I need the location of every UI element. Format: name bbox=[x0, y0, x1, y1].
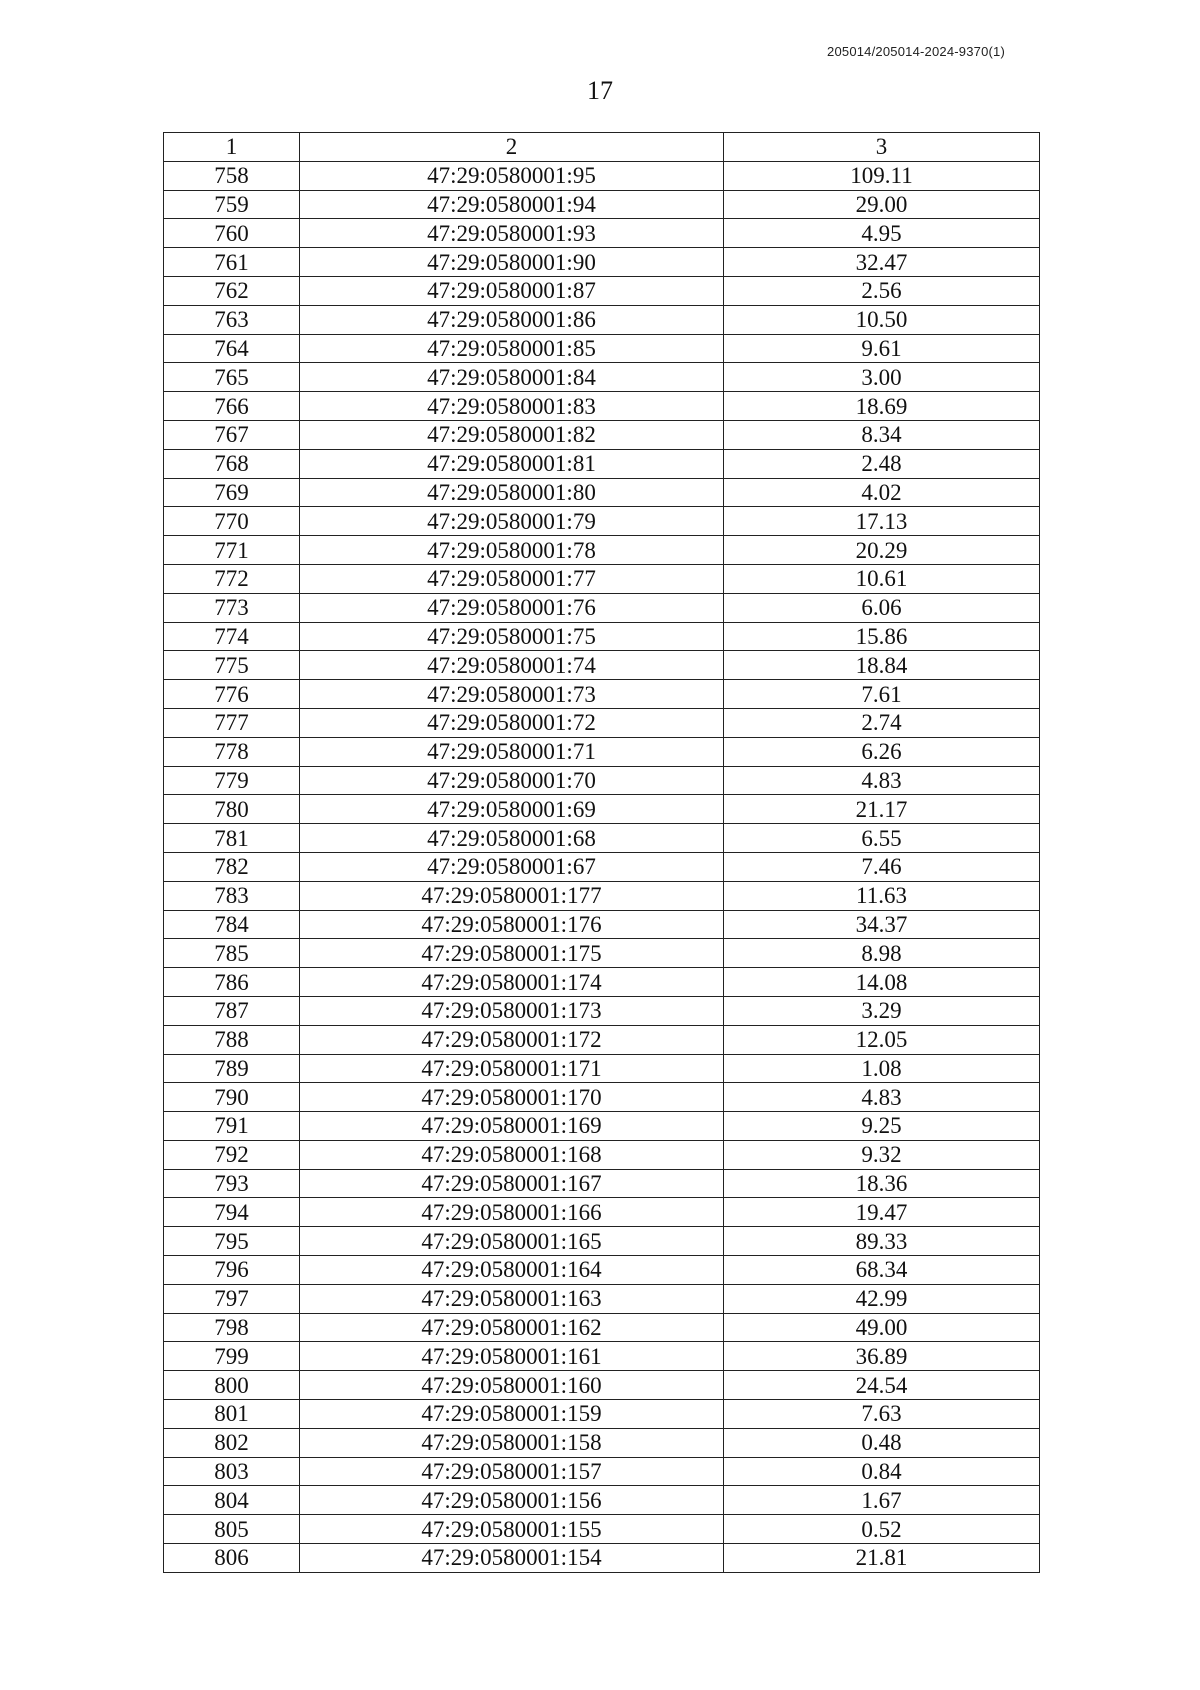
cadastral-number-cell: 47:29:0580001:83 bbox=[300, 392, 724, 421]
value-cell: 7.61 bbox=[724, 680, 1040, 709]
page-number: 17 bbox=[587, 76, 613, 105]
value-cell: 8.98 bbox=[724, 939, 1040, 968]
cadastral-number-cell: 47:29:0580001:67 bbox=[300, 852, 724, 881]
cadastral-number-cell: 47:29:0580001:84 bbox=[300, 363, 724, 392]
table-header-row bbox=[164, 133, 1040, 162]
row-number-cell: 805 bbox=[164, 1515, 300, 1544]
column-header-number: 1 bbox=[164, 133, 300, 162]
value-cell: 1.67 bbox=[724, 1486, 1040, 1515]
value-cell: 2.48 bbox=[724, 449, 1040, 478]
cadastral-number-cell: 47:29:0580001:167 bbox=[300, 1169, 724, 1198]
table-row bbox=[164, 190, 1040, 219]
value-cell: 3.00 bbox=[724, 363, 1040, 392]
row-number-cell: 779 bbox=[164, 766, 300, 795]
value-cell: 34.37 bbox=[724, 910, 1040, 939]
table-row bbox=[164, 305, 1040, 334]
row-number-cell: 765 bbox=[164, 363, 300, 392]
cadastral-number-cell: 47:29:0580001:154 bbox=[300, 1544, 724, 1573]
row-number-cell: 771 bbox=[164, 536, 300, 565]
value-cell: 2.56 bbox=[724, 276, 1040, 305]
cadastral-number-cell: 47:29:0580001:162 bbox=[300, 1313, 724, 1342]
table-row bbox=[164, 910, 1040, 939]
value-cell: 15.86 bbox=[724, 622, 1040, 651]
cadastral-number-cell: 47:29:0580001:81 bbox=[300, 449, 724, 478]
value-cell: 1.08 bbox=[724, 1054, 1040, 1083]
table-row bbox=[164, 996, 1040, 1025]
row-number-cell: 804 bbox=[164, 1486, 300, 1515]
value-cell: 3.29 bbox=[724, 996, 1040, 1025]
value-cell: 0.52 bbox=[724, 1515, 1040, 1544]
row-number-cell: 782 bbox=[164, 852, 300, 881]
table-row bbox=[164, 766, 1040, 795]
row-number-cell: 796 bbox=[164, 1256, 300, 1285]
value-cell: 8.34 bbox=[724, 420, 1040, 449]
row-number-cell: 774 bbox=[164, 622, 300, 651]
cadastral-number-cell: 47:29:0580001:70 bbox=[300, 766, 724, 795]
row-number-cell: 791 bbox=[164, 1112, 300, 1141]
cadastral-number-cell: 47:29:0580001:90 bbox=[300, 248, 724, 277]
table-row bbox=[164, 1083, 1040, 1112]
value-cell: 6.55 bbox=[724, 824, 1040, 853]
table-row bbox=[164, 968, 1040, 997]
value-cell: 42.99 bbox=[724, 1284, 1040, 1313]
table-row bbox=[164, 161, 1040, 190]
value-cell: 17.13 bbox=[724, 507, 1040, 536]
row-number-cell: 775 bbox=[164, 651, 300, 680]
row-number-cell: 789 bbox=[164, 1054, 300, 1083]
table-body bbox=[164, 161, 1040, 1572]
table-row bbox=[164, 1140, 1040, 1169]
cadastral-number-cell: 47:29:0580001:87 bbox=[300, 276, 724, 305]
value-cell: 12.05 bbox=[724, 1025, 1040, 1054]
row-number-cell: 776 bbox=[164, 680, 300, 709]
cadastral-number-cell: 47:29:0580001:163 bbox=[300, 1284, 724, 1313]
table-row bbox=[164, 392, 1040, 421]
value-cell: 21.81 bbox=[724, 1544, 1040, 1573]
table-row bbox=[164, 1025, 1040, 1054]
row-number-cell: 761 bbox=[164, 248, 300, 277]
table-row bbox=[164, 852, 1040, 881]
table-row bbox=[164, 881, 1040, 910]
row-number-cell: 800 bbox=[164, 1371, 300, 1400]
row-number-cell: 773 bbox=[164, 593, 300, 622]
cadastral-number-cell: 47:29:0580001:74 bbox=[300, 651, 724, 680]
cadastral-number-cell: 47:29:0580001:177 bbox=[300, 881, 724, 910]
cadastral-number-cell: 47:29:0580001:170 bbox=[300, 1083, 724, 1112]
cadastral-number-cell: 47:29:0580001:166 bbox=[300, 1198, 724, 1227]
table-row bbox=[164, 1342, 1040, 1371]
value-cell: 36.89 bbox=[724, 1342, 1040, 1371]
row-number-cell: 759 bbox=[164, 190, 300, 219]
table-row bbox=[164, 1227, 1040, 1256]
row-number-cell: 783 bbox=[164, 881, 300, 910]
row-number-cell: 784 bbox=[164, 910, 300, 939]
row-number-cell: 763 bbox=[164, 305, 300, 334]
cadastral-number-cell: 47:29:0580001:159 bbox=[300, 1400, 724, 1429]
value-cell: 14.08 bbox=[724, 968, 1040, 997]
cadastral-number-cell: 47:29:0580001:78 bbox=[300, 536, 724, 565]
value-cell: 10.61 bbox=[724, 564, 1040, 593]
table-row bbox=[164, 1284, 1040, 1313]
cadastral-number-cell: 47:29:0580001:93 bbox=[300, 219, 724, 248]
value-cell: 21.17 bbox=[724, 795, 1040, 824]
row-number-cell: 781 bbox=[164, 824, 300, 853]
table-row bbox=[164, 1457, 1040, 1486]
value-cell: 7.63 bbox=[724, 1400, 1040, 1429]
table-row bbox=[164, 564, 1040, 593]
row-number-cell: 767 bbox=[164, 420, 300, 449]
table-row bbox=[164, 622, 1040, 651]
table-row bbox=[164, 1198, 1040, 1227]
row-number-cell: 780 bbox=[164, 795, 300, 824]
value-cell: 68.34 bbox=[724, 1256, 1040, 1285]
cadastral-number-cell: 47:29:0580001:165 bbox=[300, 1227, 724, 1256]
row-number-cell: 802 bbox=[164, 1428, 300, 1457]
value-cell: 9.25 bbox=[724, 1112, 1040, 1141]
row-number-cell: 787 bbox=[164, 996, 300, 1025]
cadastral-number-cell: 47:29:0580001:155 bbox=[300, 1515, 724, 1544]
cadastral-table bbox=[163, 132, 1040, 1573]
value-cell: 9.32 bbox=[724, 1140, 1040, 1169]
value-cell: 20.29 bbox=[724, 536, 1040, 565]
column-header-value: 3 bbox=[724, 133, 1040, 162]
cadastral-number-cell: 47:29:0580001:79 bbox=[300, 507, 724, 536]
row-number-cell: 790 bbox=[164, 1083, 300, 1112]
table-row bbox=[164, 248, 1040, 277]
value-cell: 7.46 bbox=[724, 852, 1040, 881]
table-row bbox=[164, 593, 1040, 622]
value-cell: 6.06 bbox=[724, 593, 1040, 622]
row-number-cell: 786 bbox=[164, 968, 300, 997]
column-header-cadastral-number: 2 bbox=[300, 133, 724, 162]
cadastral-number-cell: 47:29:0580001:160 bbox=[300, 1371, 724, 1400]
row-number-cell: 806 bbox=[164, 1544, 300, 1573]
cadastral-number-cell: 47:29:0580001:82 bbox=[300, 420, 724, 449]
table-row bbox=[164, 1486, 1040, 1515]
document-reference: 205014/205014-2024-9370(1) bbox=[827, 44, 1005, 59]
value-cell: 4.02 bbox=[724, 478, 1040, 507]
table-row bbox=[164, 276, 1040, 305]
table-row bbox=[164, 1544, 1040, 1573]
row-number-cell: 764 bbox=[164, 334, 300, 363]
value-cell: 49.00 bbox=[724, 1313, 1040, 1342]
cadastral-number-cell: 47:29:0580001:72 bbox=[300, 708, 724, 737]
row-number-cell: 794 bbox=[164, 1198, 300, 1227]
cadastral-number-cell: 47:29:0580001:169 bbox=[300, 1112, 724, 1141]
cadastral-number-cell: 47:29:0580001:94 bbox=[300, 190, 724, 219]
row-number-cell: 788 bbox=[164, 1025, 300, 1054]
value-cell: 19.47 bbox=[724, 1198, 1040, 1227]
table-row bbox=[164, 1169, 1040, 1198]
row-number-cell: 798 bbox=[164, 1313, 300, 1342]
cadastral-number-cell: 47:29:0580001:161 bbox=[300, 1342, 724, 1371]
row-number-cell: 768 bbox=[164, 449, 300, 478]
row-number-cell: 785 bbox=[164, 939, 300, 968]
cadastral-number-cell: 47:29:0580001:76 bbox=[300, 593, 724, 622]
value-cell: 18.36 bbox=[724, 1169, 1040, 1198]
value-cell: 11.63 bbox=[724, 881, 1040, 910]
row-number-cell: 769 bbox=[164, 478, 300, 507]
row-number-cell: 770 bbox=[164, 507, 300, 536]
table-row bbox=[164, 737, 1040, 766]
cadastral-number-cell: 47:29:0580001:168 bbox=[300, 1140, 724, 1169]
table-row bbox=[164, 363, 1040, 392]
value-cell: 0.48 bbox=[724, 1428, 1040, 1457]
table-row bbox=[164, 1428, 1040, 1457]
cadastral-number-cell: 47:29:0580001:85 bbox=[300, 334, 724, 363]
table-row bbox=[164, 708, 1040, 737]
value-cell: 6.26 bbox=[724, 737, 1040, 766]
row-number-cell: 797 bbox=[164, 1284, 300, 1313]
value-cell: 4.95 bbox=[724, 219, 1040, 248]
cadastral-number-cell: 47:29:0580001:171 bbox=[300, 1054, 724, 1083]
value-cell: 24.54 bbox=[724, 1371, 1040, 1400]
row-number-cell: 799 bbox=[164, 1342, 300, 1371]
row-number-cell: 777 bbox=[164, 708, 300, 737]
row-number-cell: 795 bbox=[164, 1227, 300, 1256]
cadastral-number-cell: 47:29:0580001:80 bbox=[300, 478, 724, 507]
value-cell: 4.83 bbox=[724, 766, 1040, 795]
row-number-cell: 793 bbox=[164, 1169, 300, 1198]
row-number-cell: 760 bbox=[164, 219, 300, 248]
value-cell: 29.00 bbox=[724, 190, 1040, 219]
value-cell: 0.84 bbox=[724, 1457, 1040, 1486]
value-cell: 4.83 bbox=[724, 1083, 1040, 1112]
table-row bbox=[164, 651, 1040, 680]
row-number-cell: 803 bbox=[164, 1457, 300, 1486]
table-row bbox=[164, 536, 1040, 565]
value-cell: 89.33 bbox=[724, 1227, 1040, 1256]
cadastral-number-cell: 47:29:0580001:77 bbox=[300, 564, 724, 593]
cadastral-number-cell: 47:29:0580001:71 bbox=[300, 737, 724, 766]
table-row bbox=[164, 219, 1040, 248]
value-cell: 109.11 bbox=[724, 161, 1040, 190]
row-number-cell: 762 bbox=[164, 276, 300, 305]
cadastral-number-cell: 47:29:0580001:173 bbox=[300, 996, 724, 1025]
row-number-cell: 766 bbox=[164, 392, 300, 421]
table-row bbox=[164, 1256, 1040, 1285]
row-number-cell: 801 bbox=[164, 1400, 300, 1429]
table-row bbox=[164, 1371, 1040, 1400]
cadastral-number-cell: 47:29:0580001:174 bbox=[300, 968, 724, 997]
row-number-cell: 778 bbox=[164, 737, 300, 766]
table-row bbox=[164, 1515, 1040, 1544]
cadastral-number-cell: 47:29:0580001:157 bbox=[300, 1457, 724, 1486]
cadastral-number-cell: 47:29:0580001:158 bbox=[300, 1428, 724, 1457]
cadastral-number-cell: 47:29:0580001:86 bbox=[300, 305, 724, 334]
row-number-cell: 758 bbox=[164, 161, 300, 190]
table-row bbox=[164, 449, 1040, 478]
value-cell: 32.47 bbox=[724, 248, 1040, 277]
value-cell: 10.50 bbox=[724, 305, 1040, 334]
table-row bbox=[164, 507, 1040, 536]
cadastral-number-cell: 47:29:0580001:175 bbox=[300, 939, 724, 968]
table-row bbox=[164, 824, 1040, 853]
table-row bbox=[164, 420, 1040, 449]
row-number-cell: 792 bbox=[164, 1140, 300, 1169]
table-row bbox=[164, 1112, 1040, 1141]
table-row bbox=[164, 1400, 1040, 1429]
value-cell: 2.74 bbox=[724, 708, 1040, 737]
cadastral-number-cell: 47:29:0580001:156 bbox=[300, 1486, 724, 1515]
table-row bbox=[164, 478, 1040, 507]
table-row bbox=[164, 334, 1040, 363]
table-row bbox=[164, 680, 1040, 709]
row-number-cell: 772 bbox=[164, 564, 300, 593]
table-row bbox=[164, 795, 1040, 824]
cadastral-number-cell: 47:29:0580001:164 bbox=[300, 1256, 724, 1285]
cadastral-number-cell: 47:29:0580001:75 bbox=[300, 622, 724, 651]
cadastral-number-cell: 47:29:0580001:68 bbox=[300, 824, 724, 853]
cadastral-number-cell: 47:29:0580001:73 bbox=[300, 680, 724, 709]
cadastral-number-cell: 47:29:0580001:176 bbox=[300, 910, 724, 939]
table-row bbox=[164, 1313, 1040, 1342]
cadastral-number-cell: 47:29:0580001:69 bbox=[300, 795, 724, 824]
value-cell: 18.69 bbox=[724, 392, 1040, 421]
table-row bbox=[164, 1054, 1040, 1083]
cadastral-number-cell: 47:29:0580001:95 bbox=[300, 161, 724, 190]
value-cell: 9.61 bbox=[724, 334, 1040, 363]
cadastral-number-cell: 47:29:0580001:172 bbox=[300, 1025, 724, 1054]
value-cell: 18.84 bbox=[724, 651, 1040, 680]
table-row bbox=[164, 939, 1040, 968]
